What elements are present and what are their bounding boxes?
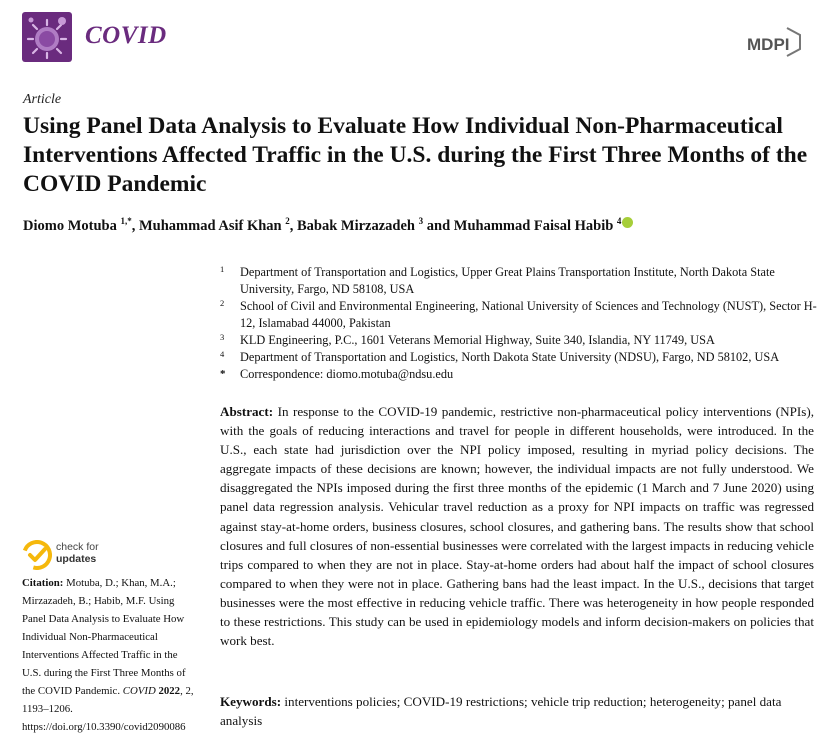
affiliation-text: Department of Transportation and Logistics, Upper Great Plains Transportation Institute, North Dakota State University, Fargo, ND 58108, USA bbox=[240, 265, 775, 296]
keywords-text: interventions policies; COVID-19 restrictions; vehicle trip reduction; heterogeneity; panel data analysis bbox=[220, 694, 782, 728]
article-title: Using Panel Data Analysis to Evaluate How Individual Non-Pharmaceutical Interventions Affected Traffic in the U.S. during the First Three Months of the COVID Pandemic bbox=[23, 113, 808, 197]
author-affiliation-mark: 1,* bbox=[120, 216, 132, 226]
affiliation-item: 4 Department of Transportation and Logistics, North Dakota State University (NDSU), Fargo, ND 58102, USA bbox=[220, 349, 780, 364]
keywords bbox=[220, 692, 814, 730]
author-affiliation-mark: 3 bbox=[418, 216, 424, 226]
affiliation-item: 3 KLD Engineering, P.C., 1601 Veterans Memorial Highway, Suite 340, Islandia, NY 11749, USA bbox=[220, 332, 715, 347]
publisher-logo-icon bbox=[745, 25, 813, 57]
affiliation-text: Department of Transportation and Logistics, North Dakota State University (NDSU), Fargo, ND 58102, USA bbox=[240, 350, 780, 364]
affiliation-item: 1 Department of Transportation and Logistics, Upper Great Plains Transportation Institute, North Dakota State University, Fargo, ND 58108, USA bbox=[220, 264, 775, 296]
orcid-icon[interactable] bbox=[622, 217, 633, 228]
article-type: Article bbox=[23, 92, 62, 107]
correspondence: * Correspondence: diomo.motuba@ndsu.edu bbox=[220, 367, 454, 381]
check-updates-line1: check for bbox=[56, 541, 99, 553]
citation-rest[interactable]: , 2, 1193–1206. https://doi.org/10.3390/covid2090086 bbox=[22, 685, 194, 733]
citation-year: 2022 bbox=[158, 685, 181, 697]
journal-logo-icon bbox=[22, 12, 72, 62]
check-updates-line2: updates bbox=[56, 552, 97, 565]
author-affiliation-mark: 4 bbox=[616, 216, 622, 226]
check-for-updates-button[interactable] bbox=[22, 540, 132, 572]
author-affiliation-mark: 2 bbox=[285, 216, 290, 226]
citation-journal: COVID bbox=[122, 685, 156, 697]
author-name[interactable]: Diomo Motuba bbox=[23, 218, 117, 234]
correspondence-text[interactable]: Correspondence: diomo.motuba@ndsu.edu bbox=[240, 367, 454, 381]
author-name[interactable]: Babak Mirzazadeh bbox=[296, 218, 415, 234]
abstract bbox=[220, 402, 814, 650]
author-name[interactable]: Muhammad Asif Khan bbox=[138, 218, 282, 234]
affiliation-text: KLD Engineering, P.C., 1601 Veterans Memorial Highway, Suite 340, Islandia, NY 11749, USA bbox=[240, 333, 715, 347]
check-updates-icon bbox=[22, 540, 52, 570]
author-name[interactable]: Muhammad Faisal Habib bbox=[453, 218, 614, 234]
keywords-label: Keywords: bbox=[220, 694, 282, 709]
citation-label: Citation: bbox=[22, 577, 64, 589]
affiliation-text: School of Civil and Environmental Engineering, National University of Sciences and Technology (NUST), Sector H-12, Islamabad 44000, Pakistan bbox=[240, 299, 817, 330]
citation bbox=[22, 574, 198, 736]
affiliations bbox=[220, 264, 820, 383]
affiliation-item: 2 School of Civil and Environmental Engineering, National University of Sciences and Technology (NUST), Sector H-12, Islamabad 44000, Pakistan bbox=[220, 298, 817, 330]
journal-name: COVID bbox=[85, 22, 167, 49]
citation-text: Motuba, D.; Khan, M.A.; Mirzazadeh, B.; Habib, M.F. Using Panel Data Analysis to Evaluate How Individual Non-Pharmaceutical Interventions Affected Traffic in the U.S. during the First Three Months of the COVID Pandemic. bbox=[22, 577, 186, 697]
abstract-text: In response to the COVID-19 pandemic, restrictive non-pharmaceutical policy interventions (NPIs), with the goals of reducing interactions and travel for people in different households, were introduced. In the U.S., each state had jurisdiction over the NPI policy imposed, resulting in myriad policy decisions. The aggregate impacts of these decisions are known; however, the individual impacts are not fully understood. We disaggregated the NPIs imposed during the first three months of the epidemic (1 March and 7 June 2020) using panel data regression analysis. Vehicular travel reduction as a proxy for NPI impacts on traffic was regressed against stay-at-home orders, business closures, school closures, and gathering bans. The results show that school closures and full closures of non-essential businesses were correlated with the largest impacts in reducing vehicle trips compared to when they are not in place. Stay-at-home orders had about half the impact of school closures compared to when they were not in place. Gathering bans had the least impact. In the U.S., decisions that target businesses were the most effective in reducing vehicle traffic. There was heterogeneity in how people responded to these restrictions. This study can be used in epidemiology models and inform decision-makers on policies that work best. bbox=[220, 404, 814, 649]
author-list: Diomo Motuba $^{1,*}$, Muhammad Asif Khan $^2$, Babak Mirzazadeh $^3$ and Muhammad Faisal Habib $^4$ bbox=[23, 216, 633, 235]
svg-text:MDPI: MDPI bbox=[747, 35, 790, 54]
abstract-label: Abstract: bbox=[220, 404, 274, 419]
